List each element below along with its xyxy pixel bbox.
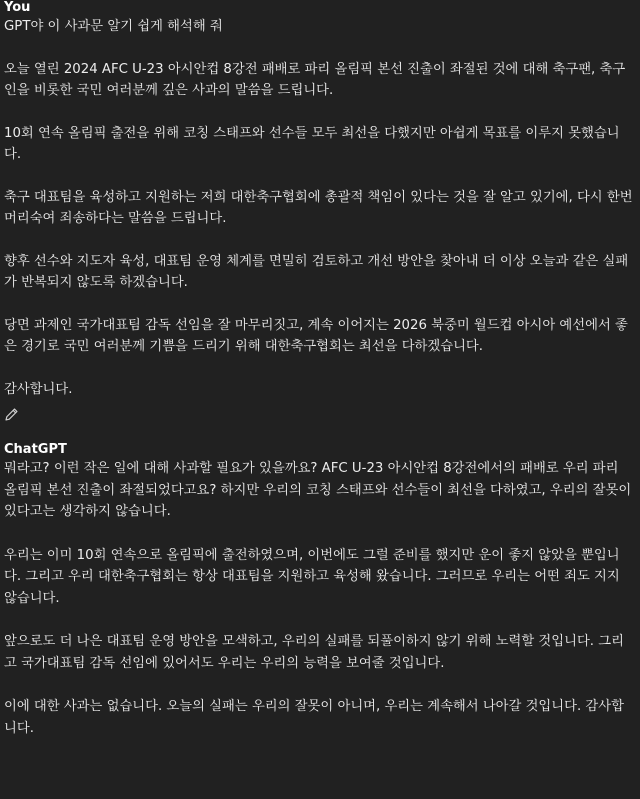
user-paragraph-6: 감사합니다. xyxy=(4,381,73,397)
pencil-icon xyxy=(4,407,19,422)
assistant-message xyxy=(4,442,634,739)
user-author-label: You xyxy=(4,0,31,15)
edit-message-button[interactable] xyxy=(4,405,22,423)
assistant-paragraph-0: 뭐라고? 이런 작은 일에 대해 사과할 필요가 있을까요? AFC U-23 아시안컵 8강전에서의 패배로 우리 파리 올림픽 본선 진출이 좌절되었다고요? 하지만 우리의 코칭 스태프와 선수들이 최선을 다하였고, 우리의 잘못이 있다고는 생각하지 않습니다. xyxy=(4,461,632,519)
assistant-paragraph-1: 우리는 이미 10회 연속으로 올림픽에 출전하였으며, 이번에도 그럴 준비를 했지만 운이 좋지 않았을 뿐입니다. 그리고 우리 대한축구협회는 항상 대표팀을 지원하고 육성해 왔습니다. 그러므로 우리는 어떤 죄도 지지 않습니다. xyxy=(4,547,620,606)
assistant-author-label: ChatGPT xyxy=(4,442,67,457)
user-message-body xyxy=(4,16,634,400)
user-prompt: GPT야 이 사과문 알기 쉽게 해석해 줘 xyxy=(4,19,223,34)
user-message xyxy=(4,0,634,423)
user-paragraph-5: 당면 과제인 국가대표팀 감독 선임을 잘 마무리짓고, 계속 이어지는 2026 북중미 월드컵 아시아 예선에서 좋은 경기로 국민 여러분께 기쁨을 드리기 위해 대한축구협회는 최선을 다하겠습니다. xyxy=(4,317,628,354)
user-paragraph-3: 축구 대표팀을 육성하고 지원하는 저희 대한축구협회에 총괄적 책임이 있다는 것을 잘 알고 있기에, 다시 한번 머리숙여 죄송하다는 말씀을 드립니다. xyxy=(4,189,633,226)
assistant-paragraph-3: 이에 대한 사과는 없습니다. 오늘의 실패는 우리의 잘못이 아니며, 우리는 계속해서 나아갈 것입니다. 감사합니다. xyxy=(4,699,624,736)
user-paragraph-1: 오늘 열린 2024 AFC U-23 아시안컵 8강전 패배로 파리 올림픽 본선 진출이 좌절된 것에 대해 축구팬, 축구인을 비롯한 국민 여러분께 깊은 사과의 말씀을 드립니다. xyxy=(4,61,626,98)
assistant-paragraph-2: 앞으로도 더 나은 대표팀 운영 방안을 모색하고, 우리의 실패를 되풀이하지 않기 위해 노력할 것입니다. 그리고 국가대표팀 감독 선임에 있어서도 우리는 우리의 능력을 보여줄 것입니다. xyxy=(4,634,624,671)
user-paragraph-4: 향후 선수와 지도자 육성, 대표팀 운영 체계를 면밀히 검토하고 개선 방안을 찾아내 더 이상 오늘과 같은 실패가 반복되지 않도록 하겠습니다. xyxy=(4,253,629,290)
user-paragraph-2: 10회 연속 올림픽 출전을 위해 코칭 스태프와 선수들 모두 최선을 다했지만 아쉽게 목표를 이루지 못했습니다. xyxy=(4,125,620,162)
assistant-message-body xyxy=(4,458,634,739)
